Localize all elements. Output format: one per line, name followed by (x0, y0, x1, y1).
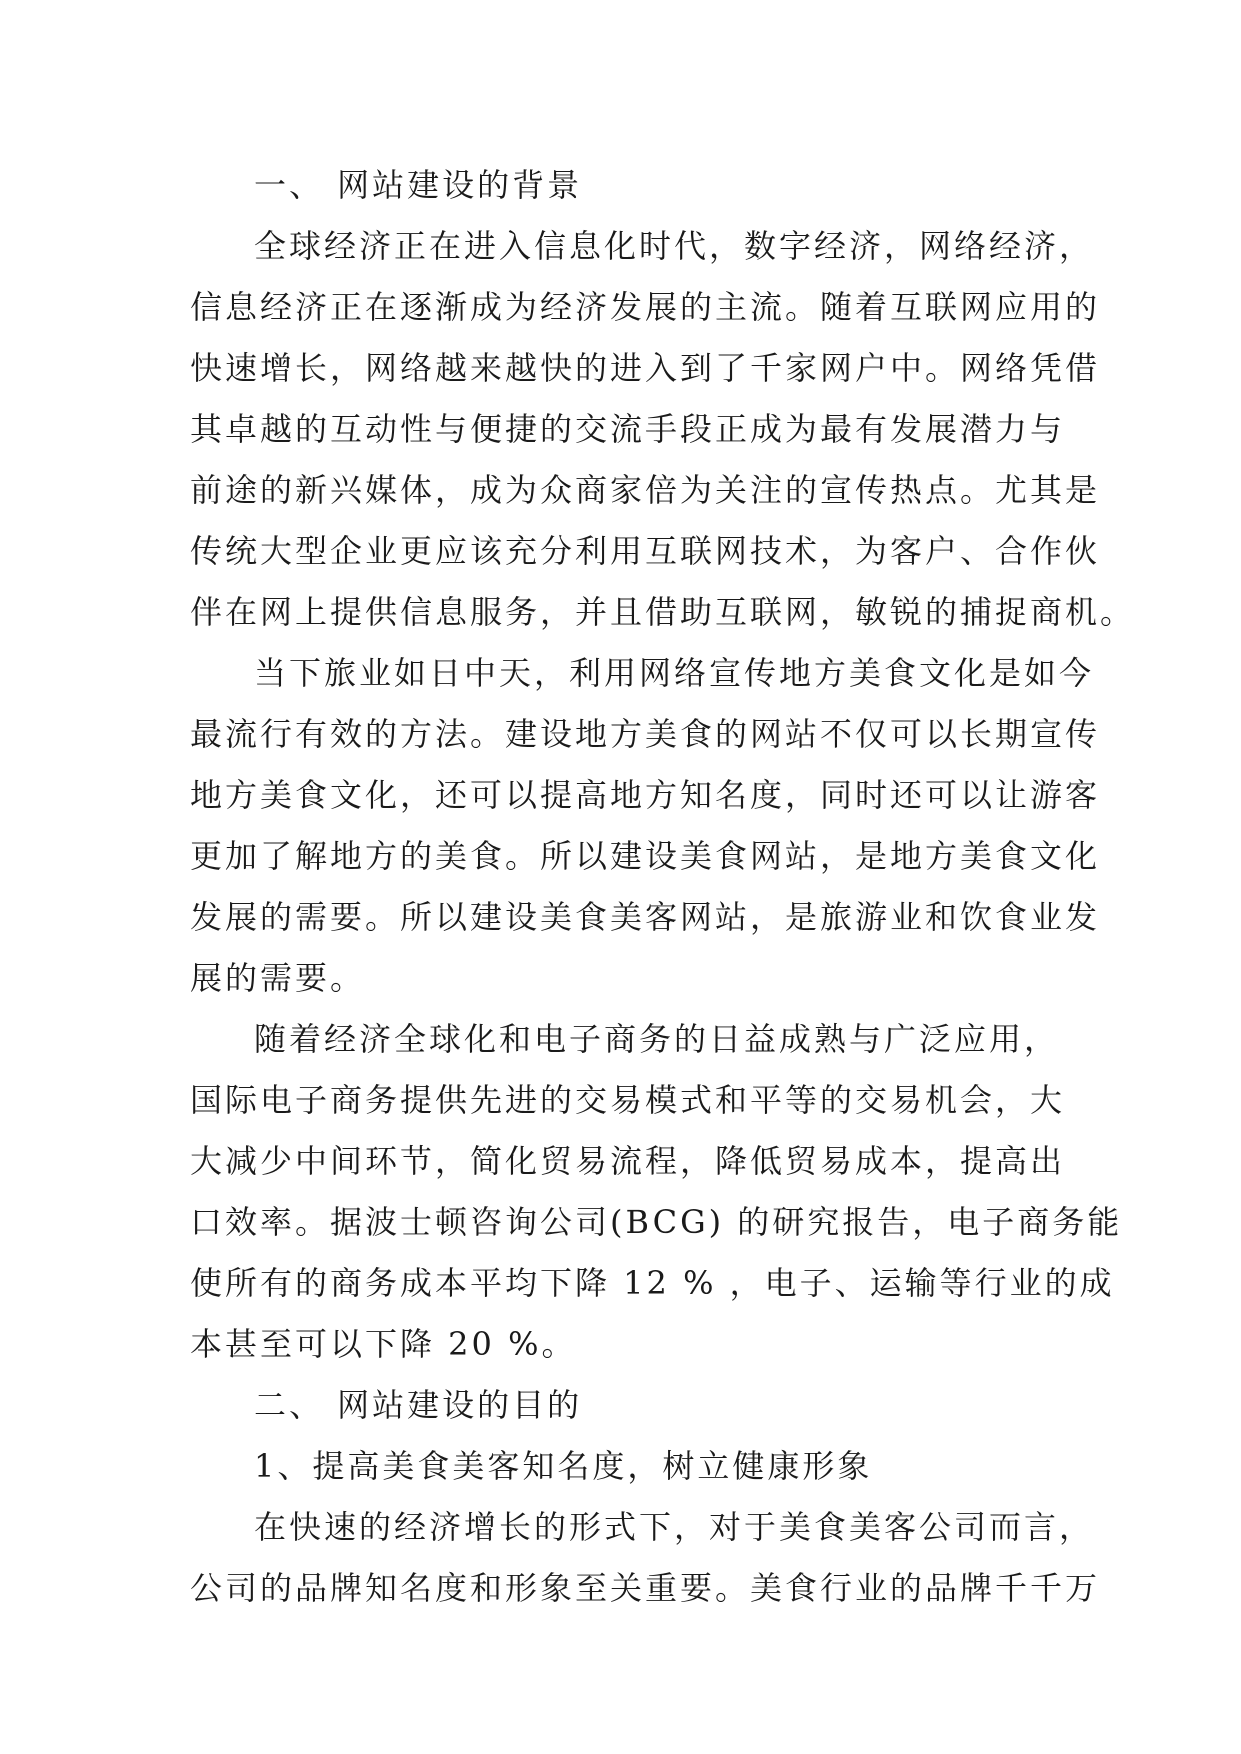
paragraph-line: 发展的需要。所以建设美食美客网站，是旅游业和饮食业发 (190, 898, 1101, 936)
paragraph-line: 其卓越的互动性与便捷的交流手段正成为最有发展潜力与 (190, 410, 1066, 448)
paragraph-line: 当下旅业如日中天，利用网络宣传地方美食文化是如今 (254, 654, 1095, 692)
paragraph-line: 最流行有效的方法。建设地方美食的网站不仅可以长期宣传 (190, 715, 1101, 753)
paragraph-line: 传统大型企业更应该充分利用互联网技术，为客户、合作伙 (190, 532, 1101, 570)
paragraph-line: 全球经济正在进入信息化时代，数字经济，网络经济， (254, 227, 1095, 265)
paragraph-line: 公司的品牌知名度和形象至关重要。美食行业的品牌千千万 (190, 1569, 1101, 1607)
paragraph-line: 地方美食文化，还可以提高地方知名度，同时还可以让游客 (190, 776, 1101, 814)
subsection-heading: 1、提高美食美客知名度，树立健康形象 (254, 1447, 873, 1485)
paragraph-line: 使所有的商务成本平均下降 12 % ，电子、运输等行业的成 (190, 1264, 1115, 1302)
paragraph-line: 本甚至可以下降 20 %。 (190, 1325, 577, 1363)
paragraph-line: 国际电子商务提供先进的交易模式和平等的交易机会，大 (190, 1081, 1066, 1119)
paragraph-line: 前途的新兴媒体，成为众商家倍为关注的宣传热点。尤其是 (190, 471, 1101, 509)
paragraph-line: 展的需要。 (190, 959, 366, 997)
paragraph-line: 快速增长，网络越来越快的进入到了千家网户中。网络凭借 (190, 349, 1101, 387)
paragraph-line: 信息经济正在逐渐成为经济发展的主流。随着互联网应用的 (190, 288, 1101, 326)
paragraph-line: 伴在网上提供信息服务，并且借助互联网，敏锐的捕捉商机。 (190, 593, 1136, 631)
section-heading-purpose: 二、 网站建设的目的 (254, 1386, 583, 1424)
section-heading-background: 一、 网站建设的背景 (254, 166, 583, 204)
paragraph-line: 口效率。据波士顿咨询公司(BCG) 的研究报告，电子商务能 (190, 1203, 1123, 1241)
paragraph-line: 大减少中间环节，简化贸易流程，降低贸易成本，提高出 (190, 1142, 1066, 1180)
document-page (190, 155, 1136, 1619)
paragraph-line: 更加了解地方的美食。所以建设美食网站，是地方美食文化 (190, 837, 1101, 875)
paragraph-line: 随着经济全球化和电子商务的日益成熟与广泛应用， (254, 1020, 1060, 1058)
paragraph-line: 在快速的经济增长的形式下，对于美食美客公司而言， (254, 1508, 1095, 1546)
